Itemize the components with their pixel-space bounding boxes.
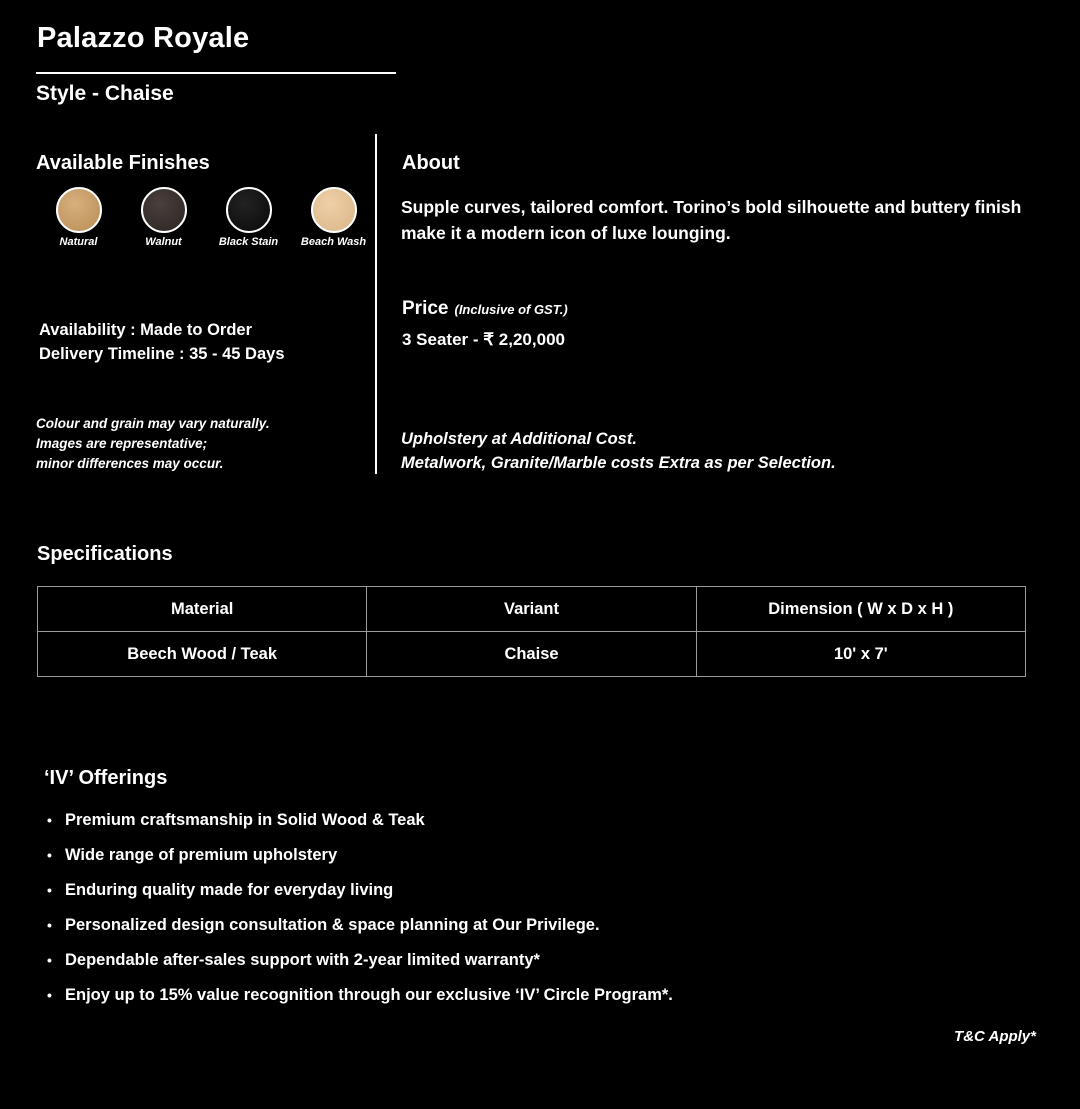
price-gst-note: (Inclusive of GST.): [454, 302, 568, 317]
extra-cost-line: Upholstery at Additional Cost.: [401, 430, 637, 448]
terms-note: T&C Apply*: [954, 1028, 1036, 1045]
table-cell: Beech Wood / Teak: [38, 632, 367, 677]
offering-text: Premium craftsmanship in Solid Wood & Teak: [65, 811, 425, 829]
list-item: [47, 948, 673, 983]
about-heading: About: [402, 152, 460, 174]
list-item: [47, 913, 673, 948]
column-divider: [375, 134, 377, 474]
list-item: [47, 983, 673, 1018]
disclaimer-line: minor differences may occur.: [36, 456, 224, 471]
delivery-timeline-line: Delivery Timeline : 35 - 45 Days: [39, 345, 285, 363]
about-description: Supple curves, tailored comfort. Torino’s bold silhouette and buttery finish make it a modern icon of luxe lounging.: [401, 197, 1022, 243]
grain-disclaimer: [36, 414, 270, 474]
list-item: [47, 878, 673, 913]
finish-swatch-beach-wash: [311, 187, 357, 233]
table-header-cell: Material: [38, 587, 367, 632]
finish-label: Black Stain: [218, 236, 279, 248]
product-title: Palazzo Royale: [37, 22, 250, 54]
table-header-cell: Dimension ( W x D x H ): [696, 587, 1025, 632]
finish-label: Natural: [59, 236, 98, 248]
bullet-icon: •: [47, 917, 52, 933]
table-row: [38, 632, 1026, 677]
finish-label: Walnut: [145, 236, 182, 248]
extra-cost-line: Metalwork, Granite/Marble costs Extra as per Selection.: [401, 454, 836, 472]
finish-swatch-natural: [56, 187, 102, 233]
offering-text: Dependable after-sales support with 2-year limited warranty*: [65, 951, 540, 969]
extra-cost-notes: [401, 427, 836, 475]
bullet-icon: •: [47, 847, 52, 863]
specifications-table: [37, 586, 1026, 677]
finish-black-stain[interactable]: [206, 187, 291, 248]
table-cell: 10' x 7': [696, 632, 1025, 677]
table-cell: Chaise: [367, 632, 696, 677]
price-value: 3 Seater - ₹ 2,20,000: [402, 330, 565, 349]
finish-swatch-black-stain: [226, 187, 272, 233]
offerings-list: [47, 808, 673, 1018]
finish-swatch-walnut: [141, 187, 187, 233]
finish-walnut[interactable]: [121, 187, 206, 248]
finish-label: Beach Wash: [300, 236, 367, 248]
disclaimer-line: Colour and grain may vary naturally.: [36, 416, 270, 431]
bullet-icon: •: [47, 882, 52, 898]
bullet-icon: •: [47, 987, 52, 1003]
offering-text: Personalized design consultation & space planning at Our Privilege.: [65, 916, 600, 934]
finish-swatches: [36, 187, 376, 248]
table-header-row: [38, 587, 1026, 632]
bullet-icon: •: [47, 952, 52, 968]
offering-text: Enduring quality made for everyday living: [65, 881, 394, 899]
finish-beach-wash[interactable]: [291, 187, 376, 248]
price-heading-group: [402, 298, 568, 320]
disclaimer-line: Images are representative;: [36, 436, 208, 451]
availability-line: Availability : Made to Order: [39, 321, 253, 339]
product-style: Style - Chaise: [36, 82, 174, 105]
offering-text: Wide range of premium upholstery: [65, 846, 338, 864]
offerings-heading: ‘IV’ Offerings: [44, 767, 168, 789]
bullet-icon: •: [47, 812, 52, 828]
table-header-cell: Variant: [367, 587, 696, 632]
finish-natural[interactable]: [36, 187, 121, 248]
specifications-heading: Specifications: [37, 543, 173, 565]
list-item: [47, 808, 673, 843]
title-underline: [36, 72, 396, 74]
offering-text: Enjoy up to 15% value recognition through our exclusive ‘IV’ Circle Program*.: [65, 986, 673, 1004]
availability-info: [39, 318, 285, 366]
finishes-heading: Available Finishes: [36, 152, 210, 174]
list-item: [47, 843, 673, 878]
price-heading: Price: [402, 298, 449, 319]
